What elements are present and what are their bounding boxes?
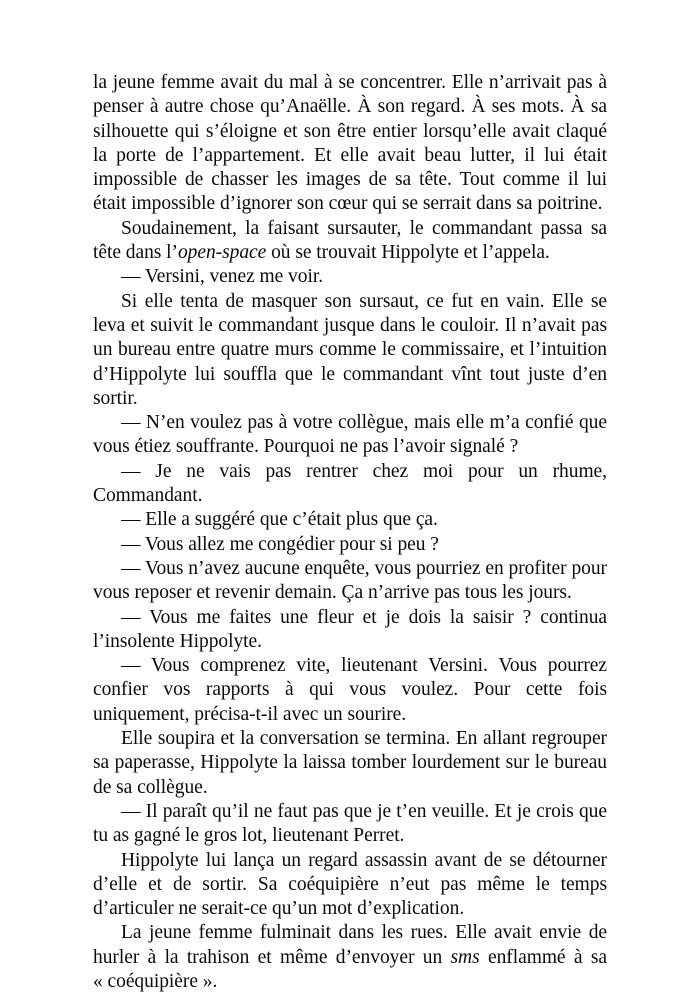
text-segment: — Vous allez me congédier pour si peu ? — [121, 533, 439, 555]
italic-text-segment: open-space — [177, 242, 267, 264]
text-segment: — Elle a suggéré que c’était plus que ça. — [121, 509, 438, 531]
page-text — [93, 71, 607, 992]
text-segment: — Vous me faites une fleur et je dois la saisir ? continua l’insolente Hippolyte. — [93, 606, 607, 652]
text-segment: — Vous n’avez aucune enquête, vous pourriez en profiter pour vous reposer et revenir demain. Ça n’arrive pas tous les jours. — [93, 557, 607, 604]
text-segment: enflammé à sa « coéquipière ». — [93, 946, 607, 992]
italic-text-segment: sms — [450, 946, 480, 968]
text-segment: Hippolyte lui lança un regard assassin avant de se détourner d’elle et de sortir. Sa coéquipière n’eut pas même le temps d’articuler ne serait-ce qu’un mot d’explication. — [93, 849, 607, 920]
text-segment: Elle soupira et la conversation se termina. En allant regrouper sa paperasse, Hippolyte la laissa tomber lourdement sur le bureau de sa collègue. — [93, 728, 607, 798]
paragraph — [93, 411, 607, 460]
paragraph — [93, 654, 607, 727]
paragraph — [93, 265, 607, 289]
paragraph — [93, 533, 607, 557]
text-segment: — Je ne vais pas rentrer chez moi pour un rhume, Commandant. — [93, 460, 607, 507]
text-segment: la jeune femme avait du mal à se concentrer. Elle n’arrivait pas à penser à autre chose qu’Anaëlle. À son regard. À ses mots. À sa silhouette qui s’éloigne et son être entier lorsqu’elle avait claqué la porte de l’appartement. Et elle avait beau lutter, il lui était impossible de chasser les images de sa tête. Tout comme il lui était impossible d’ignorer son cœur qui se serrait dans sa poitrine. — [93, 72, 607, 215]
text-segment: — Vous comprenez vite, lieutenant Versini. Vous pourrez confier vos rapports à qui vous voulez. Pour cette fois uniquement, précisa-t-il avec un sourire. — [93, 655, 607, 725]
paragraph — [93, 727, 607, 800]
paragraph — [93, 460, 607, 509]
text-segment: La jeune femme fulminait dans les rues. Elle avait envie de hurler à la trahison et même d’envoyer un — [93, 922, 607, 968]
paragraph — [93, 508, 607, 532]
paragraph — [93, 217, 607, 266]
paragraph — [93, 606, 607, 655]
paragraph — [93, 921, 607, 992]
paragraph — [93, 290, 607, 411]
text-segment: — Versini, venez me voir. — [121, 266, 324, 288]
text-segment: — N’en voulez pas à votre collègue, mais elle m’a confié que vous étiez souffrante. Pourquoi ne pas l’avoir signalé ? — [93, 412, 607, 458]
paragraph — [93, 800, 607, 849]
paragraph — [93, 849, 607, 922]
text-segment: — Il paraît qu’il ne faut pas que je t’en veuille. Et je crois que tu as gagné le gros lot, lieutenant Perret. — [93, 800, 607, 847]
text-segment: Si elle tenta de masquer son sursaut, ce fut en vain. Elle se leva et suivit le commandant jusque dans le couloir. Il n’avait pas un bureau entre quatre murs comme le commissaire, et l’intuition d’Hippolyte lui souffla que le commandant vînt tout juste d’en sortir. — [93, 290, 607, 409]
text-segment: où se trouvait Hippolyte et l’appela. — [266, 242, 550, 264]
paragraph — [93, 71, 607, 217]
paragraph — [93, 557, 607, 606]
text-segment: Soudainement, la faisant sursauter, le commandant passa sa tête dans l’ — [93, 217, 607, 264]
